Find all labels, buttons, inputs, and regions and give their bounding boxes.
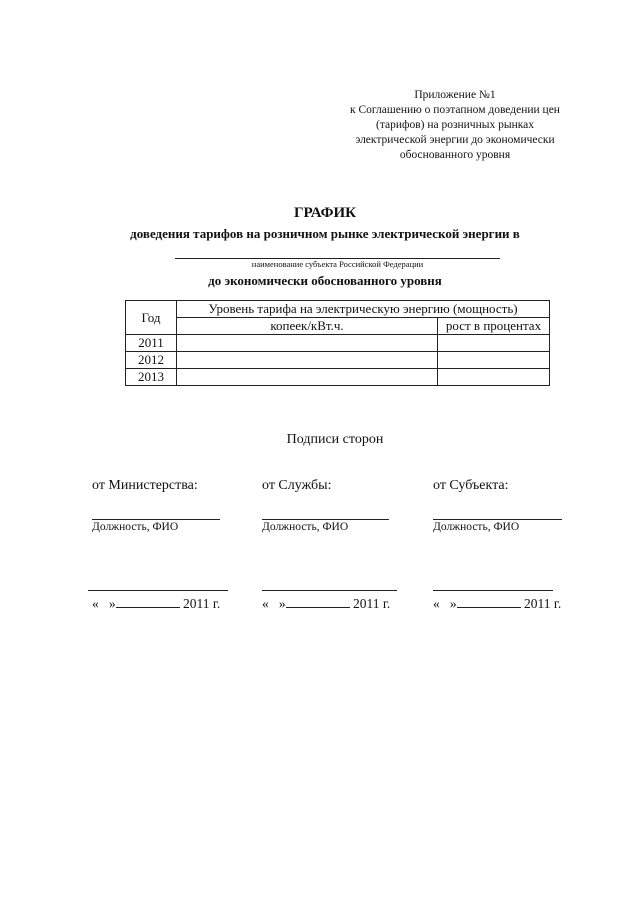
signature-block-ministry — [92, 478, 252, 628]
year-cell: 2013 — [126, 369, 177, 386]
date-close-quote: » — [449, 596, 457, 611]
header-year: Год — [126, 301, 177, 335]
signature-line — [92, 519, 220, 520]
signature-date — [262, 596, 390, 612]
signature-line — [433, 519, 562, 520]
document-subtitle-2: до экономически обоснованного уровня — [208, 273, 442, 288]
date-open-quote: « — [433, 596, 440, 611]
document-subtitle: доведения тарифов на розничном рынке электрической энергии в — [130, 226, 520, 241]
appendix-line: обоснованного уровня — [399, 149, 511, 161]
kop-cell — [177, 369, 438, 386]
header-tariff-level: Уровень тарифа на электрическую энергию (мощность) — [177, 301, 550, 318]
appendix-line: (тарифов) на розничных рынках — [375, 119, 534, 131]
kop-cell — [177, 335, 438, 352]
region-name-caption: наименование субъекта Российской Федерации — [251, 259, 424, 269]
growth-cell — [438, 369, 550, 386]
growth-cell — [438, 335, 550, 352]
appendix-line: к Соглашению о поэтапном доведении цен — [350, 104, 560, 116]
date-close-quote: » — [108, 596, 116, 611]
year-cell: 2012 — [126, 352, 177, 369]
appendix-header — [300, 88, 610, 163]
party-label: от Субъекта: — [433, 478, 509, 493]
header-growth-percent: рост в процентах — [438, 318, 550, 335]
position-label: Должность, ФИО — [262, 521, 349, 533]
position-label: Должность, ФИО — [92, 521, 179, 533]
date-year: 2011 г. — [183, 596, 221, 611]
signature-line — [433, 590, 553, 591]
date-blank — [116, 596, 180, 608]
date-year: 2011 г. — [524, 596, 562, 611]
document-title: ГРАФИК — [293, 205, 357, 221]
signature-line — [262, 590, 397, 591]
date-blank — [457, 596, 521, 608]
year-cell: 2011 — [126, 335, 177, 352]
signatures-heading: Подписи сторон — [286, 432, 384, 447]
signature-date — [92, 596, 220, 612]
party-label: от Службы: — [262, 478, 332, 493]
date-open-quote: « — [262, 596, 269, 611]
table-row — [126, 352, 550, 369]
table-row — [126, 369, 550, 386]
date-open-quote: « — [92, 596, 99, 611]
signature-line — [262, 519, 389, 520]
header-kop-per-kwh: копеек/кВт.ч. — [177, 318, 438, 335]
date-close-quote: » — [278, 596, 286, 611]
signature-block-subject — [433, 478, 593, 628]
tariff-schedule-table — [125, 300, 550, 386]
party-label: от Министерства: — [92, 478, 198, 493]
position-label: Должность, ФИО — [433, 521, 520, 533]
table-row — [126, 335, 550, 352]
appendix-line: Приложение №1 — [414, 89, 496, 101]
appendix-line: электрической энергии до экономически — [355, 134, 555, 146]
kop-cell — [177, 352, 438, 369]
date-blank — [286, 596, 350, 608]
date-year: 2011 г. — [353, 596, 391, 611]
signature-date — [433, 596, 561, 612]
signature-line — [88, 590, 228, 591]
growth-cell — [438, 352, 550, 369]
signature-block-service — [262, 478, 422, 628]
